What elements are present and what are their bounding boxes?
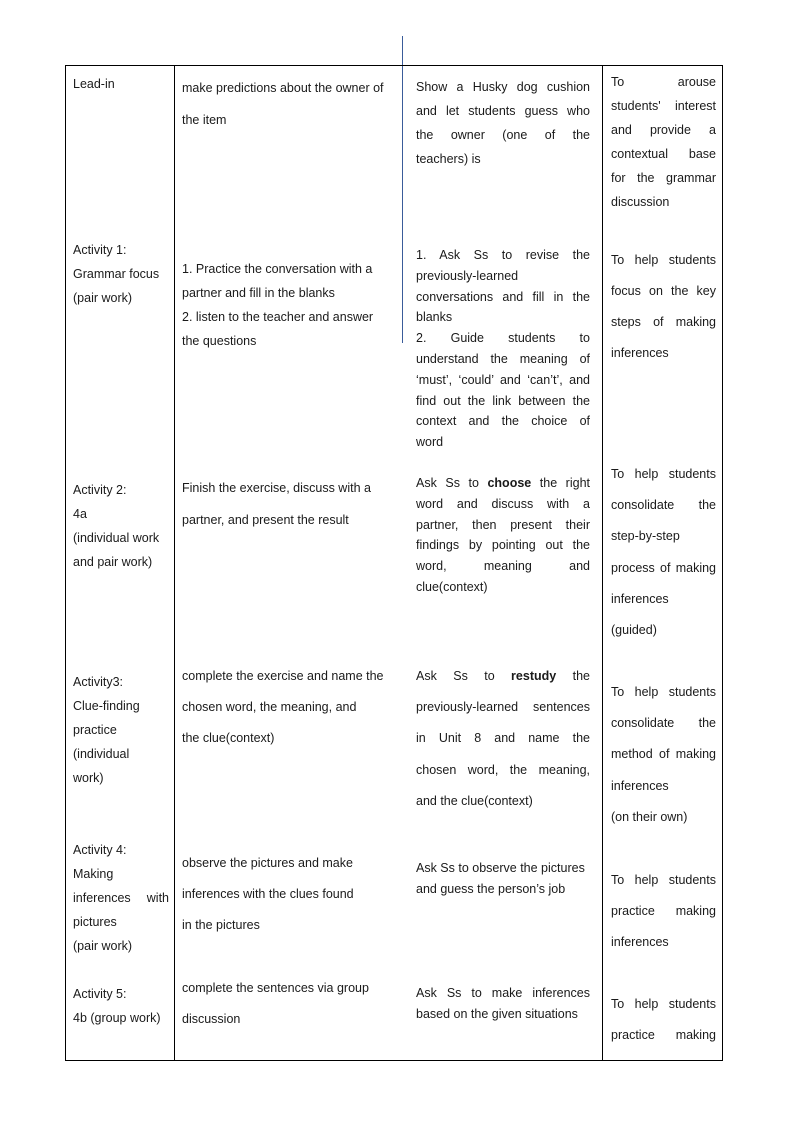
purpose-line: To help students [611,997,716,1011]
teacher-activity-line [416,661,590,692]
purpose-line: To help students [611,685,716,699]
teacher-activity-text: the [556,669,590,683]
teacher-activity-cell [416,245,590,453]
student-activity-line: Finish the exercise, discuss with a [182,481,371,495]
student-activity-line: in the pictures [182,918,260,932]
stage-line: Activity 2: [73,483,127,497]
student-activity-cell [182,472,396,536]
teacher-activity-cell [416,983,590,1025]
stage-line: 4a [73,507,87,521]
teacher-activity-line: Show a Husky dog cushion [416,80,590,94]
stage-line: practice [73,723,117,737]
teacher-activity-line: based on the given situations [416,1006,578,1021]
purpose-line: To help students [611,873,716,887]
stage-cell [73,238,169,310]
teacher-activity-line: conversations and fill in the [416,289,590,304]
purpose-line: students' interest [611,99,716,113]
purpose-line: To help students [611,253,716,267]
teacher-activity-line: word and discuss with a [416,496,590,511]
purpose-line: step-by-step [611,529,680,544]
teacher-activity-line: in Unit 8 and name the [416,731,590,746]
student-activity-line: partner and fill in the blanks [182,286,335,300]
student-activity-line: complete the sentences via group [182,981,369,995]
stage-line: Activity3: [73,675,124,689]
stage-cell [73,982,169,1030]
student-activity-cell [182,257,396,353]
purpose-cell [611,677,716,833]
stage-line: work) [73,771,104,785]
teacher-activity-line: ‘must’, ‘could’ and ‘can’t’, and [416,372,590,387]
purpose-line: (on their own) [611,809,688,824]
teacher-activity-cell [416,858,590,900]
purpose-line: inferences [611,346,669,360]
teacher-activity-line: and the clue(context) [416,793,533,808]
teacher-activity-line [416,473,590,494]
teacher-activity-line: and let students guess who [416,104,590,118]
teacher-activity-line: blanks [416,310,453,325]
stage-line: (pair work) [73,291,133,305]
teacher-activity-line: 2. Guide students to [416,331,590,346]
teacher-activity-line: and guess the person’s job [416,881,566,896]
student-activity-line: chosen word, the meaning, and [182,700,357,714]
teacher-activity-line: previously-learned sentences [416,700,590,715]
stage-cell [73,72,169,96]
purpose-line: steps of making [611,315,716,329]
purpose-line: consolidate the [611,716,716,731]
teacher-activity-text: Ask Ss to [416,476,488,490]
teacher-activity-line: Ask Ss to observe the pictures [416,861,585,875]
column-divider-1 [174,65,175,1061]
teacher-activity-line: find out the link between the [416,393,590,408]
student-activity-cell [182,848,396,941]
teacher-activity-line: word [416,435,444,450]
column-divider-3 [602,65,603,1061]
purpose-line: process of making [611,560,716,575]
teacher-activity-text: Ask Ss to [416,669,512,683]
stage-line: 4b (group work) [73,1011,161,1025]
purpose-line: discussion [611,195,670,209]
student-activity-line: the clue(context) [182,731,275,745]
stage-line: Activity 4: [73,843,127,857]
purpose-line: practice making [611,904,716,918]
teacher-activity-text: the right [531,476,590,490]
student-activity-cell [182,661,396,754]
teacher-activity-line: Ask Ss to make inferences [416,986,590,1000]
purpose-line: and provide a [611,123,716,137]
purpose-line: inferences [611,591,669,606]
emphasis-word: restudy [511,669,557,683]
purpose-line: inferences [611,778,669,793]
purpose-line: practice making [611,1028,716,1043]
student-activity-line: 1. Practice the conversation with a [182,262,373,276]
stage-cell [73,838,169,958]
student-activity-line: the questions [182,334,257,348]
purpose-line: method of making [611,747,716,762]
stage-line: Making [73,867,114,881]
teacher-activity-line: the owner (one of the [416,128,590,142]
student-activity-line: partner, and present the result [182,513,349,527]
stage-line: (individual work [73,531,160,545]
purpose-line: To arouse [611,75,716,89]
student-activity-line: inferences with the clues found [182,887,354,901]
stage-line: pictures [73,915,117,929]
teacher-activity-cell [416,75,590,171]
purpose-cell [611,459,716,646]
teacher-activity-line: findings by pointing out the [416,538,590,553]
stage-cell [73,670,169,790]
stage-line: Activity 5: [73,987,127,1001]
purpose-cell [611,245,716,369]
student-activity-line: discussion [182,1012,241,1026]
stage-line: (pair work) [73,939,133,953]
student-activity-line: observe the pictures and make [182,856,353,870]
teacher-activity-line: chosen word, the meaning, [416,762,590,777]
teacher-activity-line: understand the meaning of [416,351,590,366]
purpose-cell [611,70,716,214]
purpose-line: inferences [611,935,669,949]
purpose-line: consolidate the [611,498,716,513]
teacher-activity-line: previously-learned [416,268,519,283]
teacher-activity-line: 1. Ask Ss to revise the [416,248,590,262]
teacher-activity-line: clue(context) [416,579,488,594]
purpose-line: To help students [611,467,716,481]
stage-line: Activity 1: [73,243,127,257]
student-activity-line: complete the exercise and name the [182,669,384,683]
teacher-activity-line: word, meaning and [416,559,590,574]
teacher-activity-line: teachers) is [416,152,481,166]
stage-line: inferences with [73,891,169,905]
purpose-cell [611,989,716,1051]
purpose-line: (guided) [611,623,657,638]
stage-line: Grammar focus [73,267,160,281]
student-activity-line: make predictions about the owner of [182,81,384,95]
stage-line: (individual [73,747,130,761]
teacher-activity-line: partner, then present their [416,517,590,532]
stage-cell [73,478,169,574]
stage-line: Clue-finding [73,699,140,713]
purpose-line: for the grammar [611,171,716,185]
student-activity-line: the item [182,113,227,127]
stage-line: Lead-in [73,77,115,91]
student-activity-cell [182,973,396,1035]
purpose-line: focus on the key [611,284,716,298]
stage-line: and pair work) [73,555,153,569]
emphasis-word: choose [487,476,532,490]
teacher-activity-cell [416,473,590,598]
student-activity-cell [182,72,396,136]
purpose-line: contextual base [611,147,716,161]
teacher-activity-line: context and the choice of [416,414,590,429]
teacher-activity-cell [416,661,590,817]
student-activity-line: 2. listen to the teacher and answer [182,310,374,324]
purpose-cell [611,865,716,958]
